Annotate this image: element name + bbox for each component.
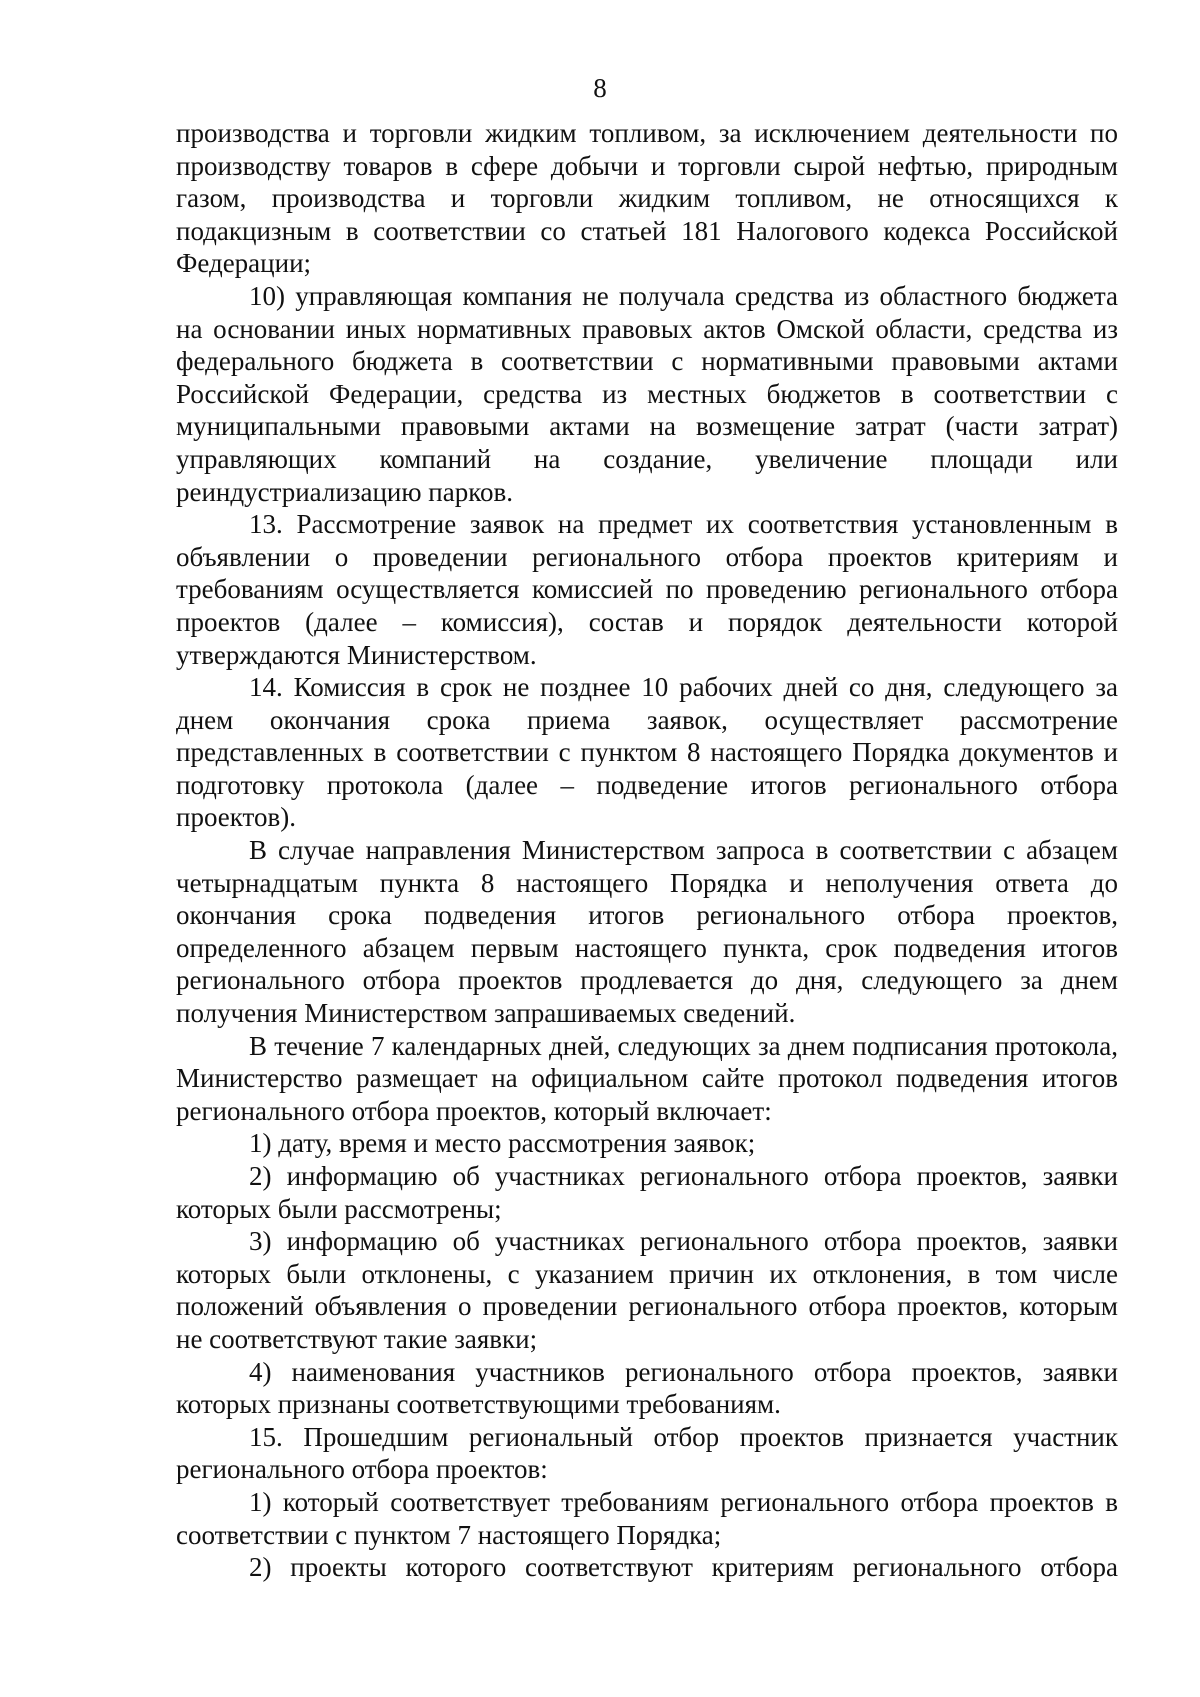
paragraph-clause-13: 13. Рассмотрение заявок на предмет их соответствия установленным в объявлении о проведении регионального отбора проектов критериям и требованиям осуществляется комиссией по проведению регионального отбора проектов (далее – комиссия), состав и порядок деятельности которой утверждаются Министерством. — [176, 509, 1118, 670]
paragraph-clause-14: 14. Комиссия в срок не позднее 10 рабочих дней со дня, следующего за днем окончания срока приема заявок, осуществляет рассмотрение представленных в соответствии с пунктом 8 настоящего Порядка документов и подготовку протокола (далее – подведение итогов регионального отбора проектов). — [176, 672, 1118, 833]
list-item-4: 4) наименования участников регионального отбора проектов, заявки которых признаны соответствующими требованиям. — [176, 1356, 1118, 1420]
paragraph-extension: В случае направления Министерством запроса в соответствии с абзацем четырнадцатым пункта 8 настоящего Порядка и неполучения ответа до окончания срока подведения итогов регионального отбора проектов, определенного абзацем первым настоящего пункта, срок подведения итогов регионального отбора проектов продлевается до дня, следующего за днем получения Министерством запрашиваемых сведений. — [176, 835, 1118, 1029]
list-item-1: 1) дату, время и место рассмотрения заявок; — [249, 1128, 756, 1159]
criteria-item-1: 1) который соответствует требованиям регионального отбора проектов в соответствии с пунктом 7 настоящего Порядка; — [176, 1486, 1118, 1550]
paragraph-continuation: производства и торговли жидким топливом, за исключением деятельности по производству товаров в сфере добычи и торговли сырой нефтью, природным газом, производства и торговли жидким топливом, не относящихся к подакцизным в соответствии со статьей 181 Налогового кодекса Российской Федерации; — [176, 118, 1118, 279]
paragraph-item-10: 10) управляющая компания не получала средства из областного бюджета на основании иных нормативных правовых актов Омской области, средства из федерального бюджета в соответствии с нормативными правовыми актами Российской Федерации, средства из местных бюджетов в соответствии с муниципальными правовыми актами на возмещение затрат (части затрат) управляющих компаний на создание, увеличение площади или реиндустриализацию парков. — [176, 280, 1118, 507]
paragraph-publication: В течение 7 календарных дней, следующих за днем подписания протокола, Министерство размещает на официальном сайте протокол подведения итогов регионального отбора проектов, который включает: — [176, 1030, 1118, 1126]
list-item-2: 2) информацию об участниках регионального отбора проектов, заявки которых были рассмотрены; — [176, 1161, 1118, 1224]
paragraph-clause-15: 15. Прошедшим региональный отбор проектов признается участник регионального отбора проектов: — [176, 1421, 1118, 1485]
page-number: 8 — [593, 73, 607, 103]
list-item-3: 3) информацию об участниках регионального отбора проектов, заявки которых были отклонены, с указанием причин их отклонения, в том числе положений объявления о проведении регионального отбора проектов, которым не соответствуют такие заявки; — [176, 1226, 1118, 1354]
criteria-item-2: 2) проекты которого соответствуют критериям регионального отбора — [249, 1552, 1118, 1583]
document-body — [176, 117, 1118, 1584]
